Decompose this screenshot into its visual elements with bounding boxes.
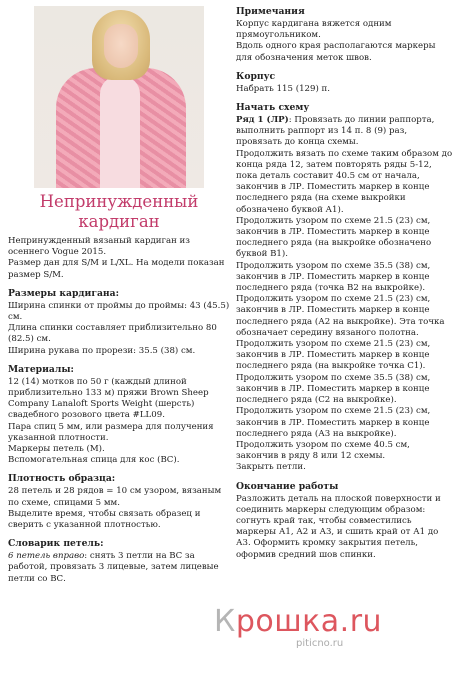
dimension-item: Ширина спинки от проймы до проймы: 43 (45.5) см. <box>8 300 230 323</box>
materials-heading: Материалы: <box>8 363 74 375</box>
sizes-text: Размер дан для S/M и L/XL. На модели показан размер S/M. <box>8 258 225 280</box>
body-text: Набрать 115 (129) п. <box>236 83 331 94</box>
pattern-row-1 <box>236 115 454 149</box>
watermark-logo <box>214 604 382 639</box>
gauge-item: Выделите время, чтобы связать образец и сверить с указанной плотностью. <box>8 508 201 531</box>
note-item: Корпус кардигана вяжется одним прямоугольником. <box>236 19 392 41</box>
face-shape <box>104 24 138 68</box>
pattern-step: Продолжить узором по схеме 35.5 (38) см, закончив в ЛР. Поместить маркер в конце последнего ряда (С2 на выкройке). <box>236 372 431 406</box>
top-shape <box>100 76 140 188</box>
pattern-step: Продолжить узором по схеме 21.5 (23) см, закончив в ЛР. Поместить маркер в конце последнего ряда (на выкройке обозначено буквой В1). <box>236 215 432 260</box>
notes-heading: Примечания <box>236 6 305 17</box>
dimension-item: Длина спинки составляет приблизительно 80 (82.5) см. <box>8 323 217 345</box>
glossary-definition: : снять 3 петли на ВС за работой, провязать 3 лицевые, затем лицевые петли со ВС. <box>8 551 219 584</box>
pattern-step: Продолжить узором по схеме 35.5 (38) см, закончив в ЛР. Поместить маркер в конце последнего ряда (точка В2 на выкройке). <box>236 260 431 294</box>
title-line-2: кардиган <box>78 212 160 231</box>
row-label: Ряд 1 (ЛР) <box>236 115 289 126</box>
dimension-item: Ширина рукава по прорези: 35.5 (38) см. <box>8 345 196 356</box>
watermark-prefix: К <box>214 604 236 639</box>
watermark-sub: piticno.ru <box>296 638 344 649</box>
glossary-entry <box>8 551 230 585</box>
finishing-heading: Окончание работы <box>236 480 339 492</box>
gauge-heading: Плотность образца: <box>8 473 116 485</box>
glossary-term: 6 петель вправо <box>8 551 85 562</box>
pattern-step: Закрыть петли. <box>236 462 306 473</box>
left-column <box>8 6 230 585</box>
pattern-step: Продолжить узором по схеме 21.5 (23) см, закончив в ЛР. Поместить маркер в конце последнего ряда (А2 на выкройке). Эта точка обозначает середину вязаного полотна. <box>236 294 445 338</box>
dimensions-heading: Размеры кардигана: <box>8 287 119 299</box>
model-photo <box>34 6 204 188</box>
pattern-step: Продолжить вязать по схеме таким образом до конца ряда 12, затем повторять ряды 5-12, пока деталь составит 40.5 см от начала, закончив в ЛР. Поместить маркер в конце последнего ряда (на схеме выкройки обозначено буквой А1). <box>236 148 453 215</box>
watermark-main: рошка.ru <box>235 604 383 639</box>
glossary-heading: Словарик петель: <box>8 538 104 550</box>
gauge-item: 28 петель и 28 рядов = 10 см узором, вязаным по схеме, спицами 5 мм. <box>8 486 222 508</box>
material-item: Маркеры петель (М). <box>8 444 105 455</box>
page-title <box>8 192 230 232</box>
body-heading: Корпус <box>236 70 276 82</box>
finishing-text: Разложить деталь на плоской поверхности и соединить маркеры следующим образом: согнуть край так, чтобы совместились маркеры А1, А2 и А3, и сшить край от А1 до А3. Оформить кромку закрытия петель, оформив средний шов спинки. <box>236 493 441 560</box>
note-item: Вдоль одного края располагаются маркеры для обозначения меток швов. <box>236 41 436 63</box>
pattern-step: Продолжить узором по схеме 40.5 см, закончив в ряду 8 или 12 схемы. <box>236 439 410 462</box>
pattern-step: Продолжить узором по схеме 21.5 (23) см, закончив в ЛР. Поместить маркер в конце последнего ряда (А3 на выкройке). <box>236 406 431 439</box>
pattern-step: Продолжить узором по схеме 21.5 (23) см, закончив в ЛР. Поместить маркер в конце последнего ряда (на выкройке точка С1). <box>236 339 431 372</box>
row-text: : Провязать до линии раппорта, выполнить раппорт из 14 п. 8 (9) раз, провязать до конца схемы. <box>236 115 435 148</box>
material-item: Вспомогательная спица для кос (ВС). <box>8 455 180 466</box>
right-column <box>236 6 454 561</box>
intro-text: Непринужденный вязаный кардиган из осеннего Vogue 2015. <box>8 236 190 258</box>
material-item: Пара спиц 5 мм, или размера для получения указанной плотности. <box>8 421 214 443</box>
pattern-heading: Начать схему <box>236 102 310 114</box>
title-line-1: Непринужденный <box>39 192 199 211</box>
material-item: 12 (14) мотков по 50 г (каждый длиной приблизительно 133 м) пряжи Brown Sheep Company Lanaloft Sports Weight (шерсть) свадебного розового цвета #LL09. <box>8 376 209 421</box>
